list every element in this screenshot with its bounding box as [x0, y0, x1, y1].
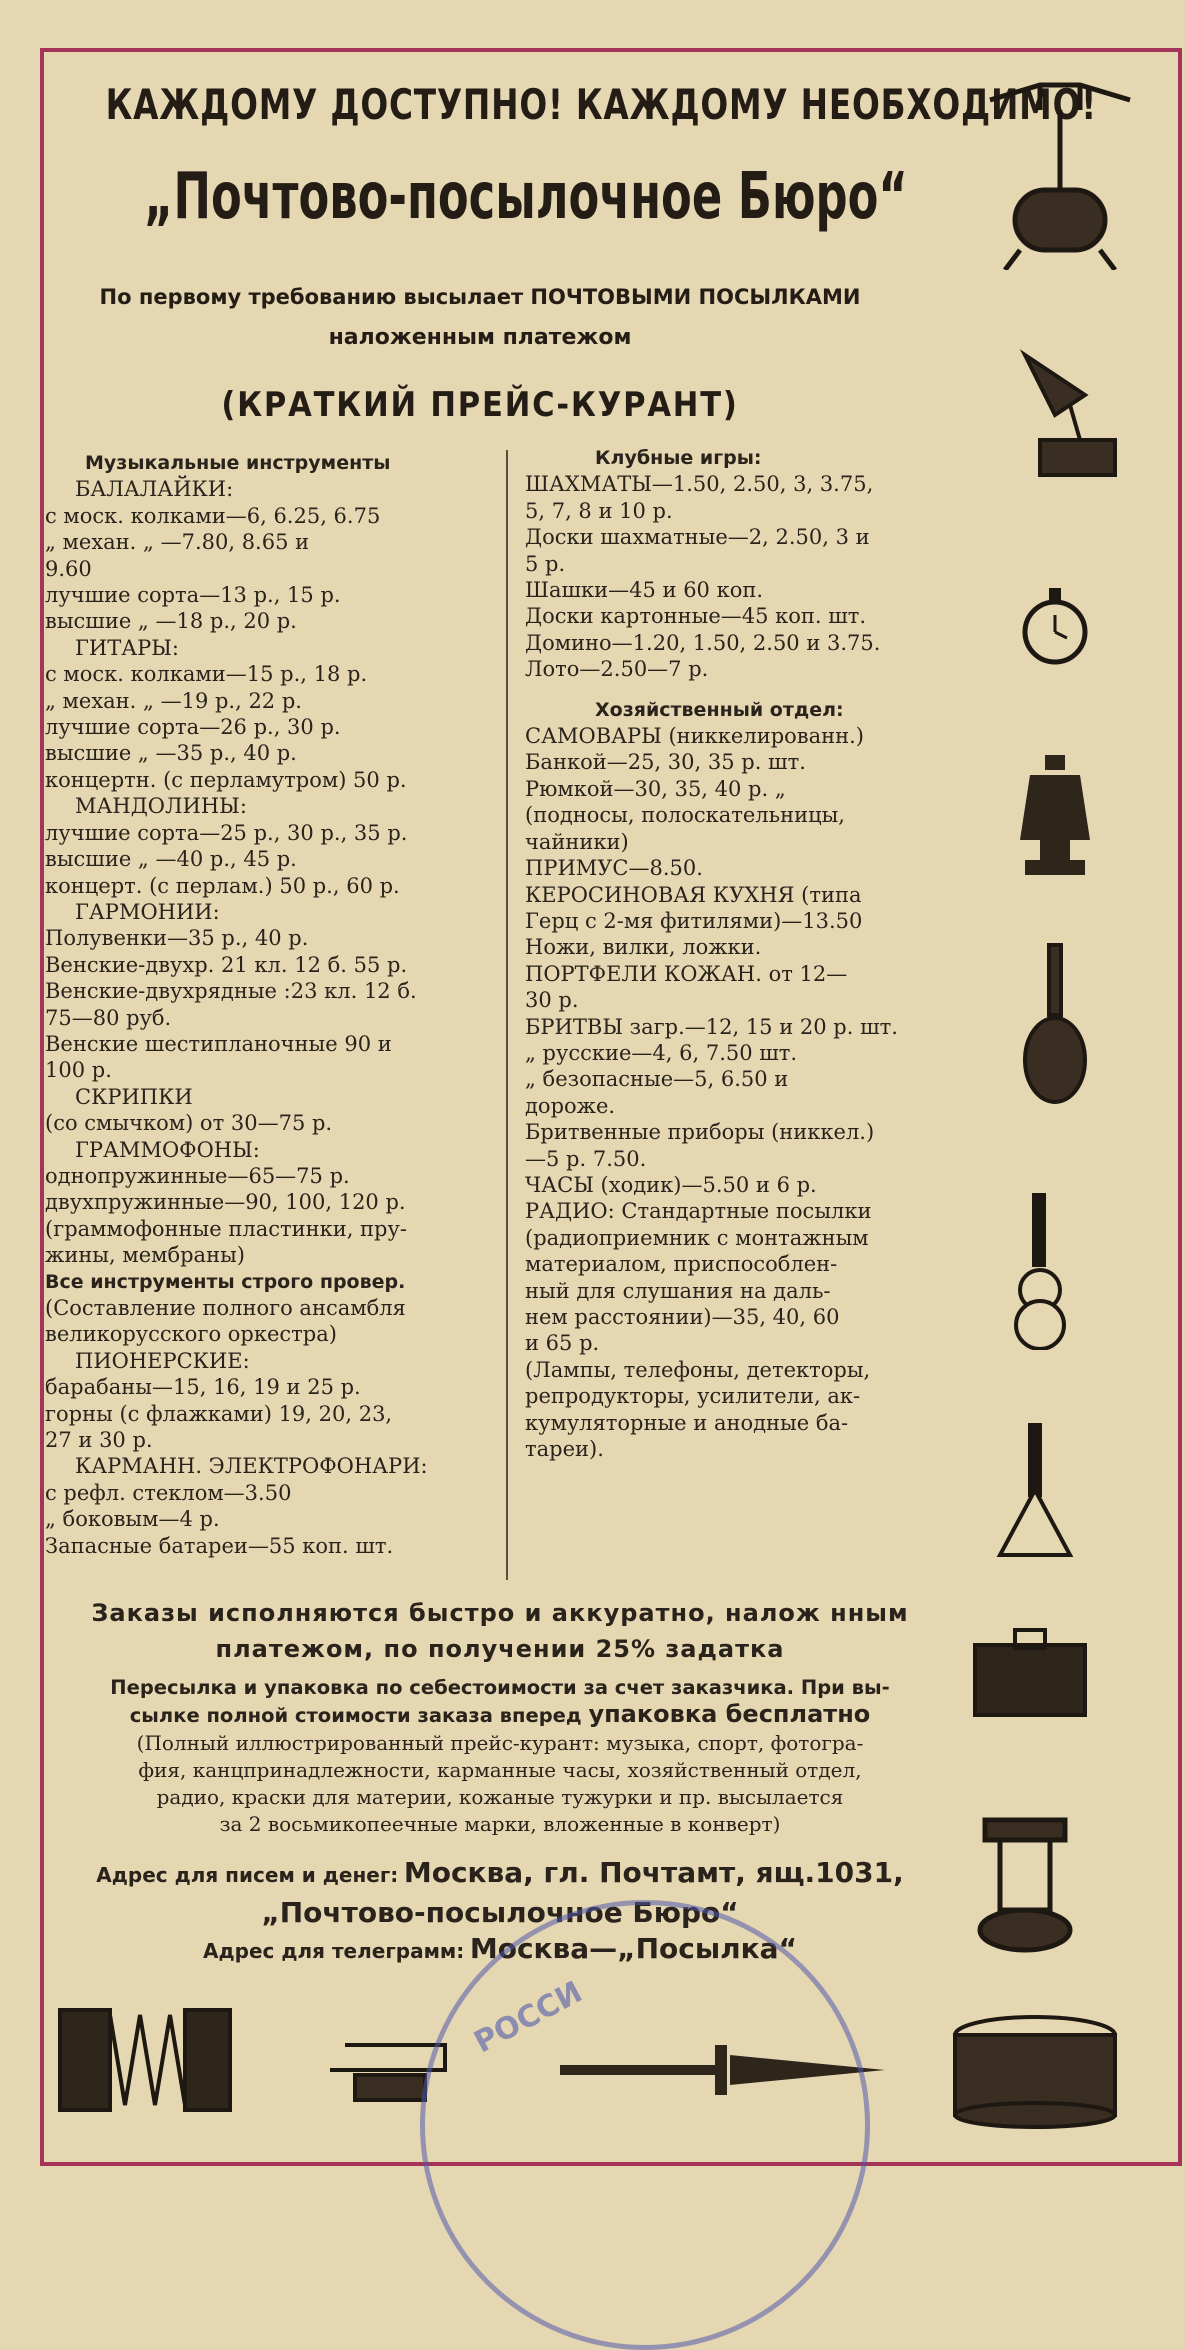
left_column.lines-line: концертн. (с перламутром) 50 р. [45, 767, 407, 792]
right_column.lines2-line: ПОРТФЕЛИ КОЖАН. от 12— [525, 961, 848, 986]
address-value: Москва, гл. Почтамт, ящ.1031, [403, 1856, 904, 1889]
right_column.lines1-line: ШАХМАТЫ—1.50, 2.50, 3, 3.75, [525, 472, 874, 497]
left_column.lines-line: Все инструменты строго провер. [45, 1270, 406, 1293]
drum-icon [950, 2010, 1120, 2130]
column-divider [506, 450, 508, 1580]
orders-note [30, 1595, 970, 1667]
shipping-line-1: Пересылка и упаковка по себестоимости за счет заказчика. При вы- [110, 1676, 890, 1699]
pocket-watch-icon [1015, 580, 1095, 670]
right_column.lines2-line: дороже. [525, 1093, 616, 1118]
right_column.lines2-line: Ножи, вилки, ложки. [525, 935, 762, 960]
samovar-icon [1010, 750, 1100, 890]
left_column.lines-line: СКРИПКИ [75, 1084, 193, 1109]
subtitle-line-2: наложенным платежом [328, 325, 632, 350]
left_column.lines-line: лучшие сорта—13 р., 15 р. [45, 583, 341, 608]
left_column.lines-line: с рефл. стеклом—3.50 [45, 1480, 292, 1505]
subtitle-line-1: По первому требованию высылает ПОЧТОВЫМИ ПОСЫЛКАМИ [99, 285, 861, 309]
mandolin-icon [1015, 940, 1095, 1110]
orders-line-2: платежом, по получении 25% задатка [215, 1635, 785, 1663]
right_column.lines1-line: 5 р. [525, 551, 566, 576]
left_column.lines-line: концерт. (с перлам.) 50 р., 60 р. [45, 873, 400, 898]
right_column.lines2-line: чайники) [525, 829, 629, 854]
right_column.lines2-line: материалом, приспособлен- [525, 1252, 838, 1277]
ad-title: „Почтово-посылочное Бюро“ [144, 160, 908, 234]
right_column.lines2-line: САМОВАРЫ (никкелированн.) [525, 724, 864, 749]
accordion-icon [50, 1990, 240, 2130]
left_column.lines-line: Венские шестипланочные 90 и [45, 1031, 392, 1056]
left_column.lines-line: лучшие сорта—26 р., 30 р. [45, 715, 341, 740]
left_column.lines-line: (со смычком) от 30—75 р. [45, 1111, 333, 1136]
left_column.lines-line: „ механ. „ —19 р., 22 р. [45, 688, 302, 713]
club-games-lines [525, 471, 965, 682]
right_column.lines2-line: „ русские—4, 6, 7.50 шт. [525, 1040, 798, 1065]
right_column.lines1-line: 5, 7, 8 и 10 р. [525, 498, 673, 523]
left_column.lines-line: Венские-двухрядные :23 кл. 12 б. [45, 979, 417, 1004]
right_column.lines2-line: ный для слушания на даль- [525, 1278, 831, 1303]
left_column.lines-line: БАЛАЛАЙКИ: [75, 477, 234, 502]
shipping-note [30, 1675, 970, 1729]
right_column.lines2-line: Бритвенные приборы (никкел.) [525, 1120, 875, 1145]
right_column.lines1-line: Домино—1.20, 1.50, 2.50 и 3.75. [525, 630, 881, 655]
left_column.lines-line: „ механ. „ —7.80, 8.65 и [45, 530, 310, 555]
right_column.lines1-line: Доски шахматные—2, 2.50, 3 и [525, 525, 870, 550]
right_column.lines2-line: —5 р. 7.50. [525, 1146, 647, 1171]
right_column.lines2-line: КЕРОСИНОВАЯ КУХНЯ (типа [525, 882, 862, 907]
left_column.lines-line: ГИТАРЫ: [75, 635, 179, 660]
kerosene-stove-icon [970, 1815, 1080, 1955]
guitar-icon [1000, 1190, 1080, 1350]
left_column.lines-line: двухпружинные—90, 100, 120 р. [45, 1190, 406, 1215]
left_column.lines-line: (граммофонные пластинки, пру- [45, 1216, 407, 1241]
right_column.lines2-line: (радиоприемник с монтажным [525, 1225, 869, 1250]
telegram-value: Москва—„Посылка“ [469, 1932, 797, 1965]
stamp-lettering: РОССИ [468, 1974, 589, 2061]
left_column.lines-line: КАРМАНН. ЭЛЕКТРОФОНАРИ: [75, 1454, 428, 1479]
right_column.lines1-line: Шашки—45 и 60 коп. [525, 578, 764, 603]
left_column.lines-line: МАНДОЛИНЫ: [75, 794, 247, 819]
telegram-label: Адрес для телеграмм: [203, 1939, 465, 1963]
right_column.lines1-line: Доски картонные—45 коп. шт. [525, 604, 867, 629]
left_column.lines-line: с моск. колками—6, 6.25, 6.75 [45, 503, 381, 528]
left-column [45, 450, 495, 1559]
balalaika-icon [995, 1420, 1075, 1560]
left_column.lines-line: 9.60 [45, 556, 92, 581]
left_column.lines-line: лучшие сорта—25 р., 30 р., 35 р. [45, 820, 408, 845]
right_column.lines2-line: ПРИМУС—8.50. [525, 856, 703, 881]
right_column.lines2-line: кумуляторные и анодные ба- [525, 1410, 849, 1435]
right_column.lines1-line: Лото—2.50—7 р. [525, 657, 709, 682]
right_column.lines2-line: Рюмкой—30, 35, 40 р. „ [525, 776, 786, 801]
left-column-lines [45, 476, 495, 1559]
left_column.lines-line: 100 р. [45, 1058, 112, 1083]
left_column.lines-line: Венские-двухр. 21 кл. 12 б. 55 р. [45, 952, 408, 977]
left_column.lines-line: барабаны—15, 16, 19 и 25 р. [45, 1375, 361, 1400]
catalog-line-2: фия, канцпринадлежности, карманные часы, хозяйственный отдел, [138, 1758, 862, 1782]
left_column.lines-line: жины, мембраны) [45, 1243, 245, 1268]
briefcase-icon [970, 1625, 1090, 1720]
left_column.lines-line: ПИОНЕРСКИЕ: [75, 1348, 250, 1373]
right_column.lines2-line: ЧАСЫ (ходик)—5.50 и 6 р. [525, 1172, 817, 1197]
left_column.lines-line: великорусского оркестра) [45, 1322, 337, 1347]
left_column.lines-line: горны (с флажками) 19, 20, 23, [45, 1401, 393, 1426]
right_column.lines2-line: (подносы, полоскательницы, [525, 803, 845, 828]
right_column.lines2-line: тареи). [525, 1437, 604, 1462]
left_column.lines-line: высшие „ —40 р., 45 р. [45, 847, 297, 872]
left_column.lines-line: 75—80 руб. [45, 1005, 172, 1030]
postal-stamp-mark [420, 1900, 870, 2350]
shipping-line-2: сылке полной стоимости заказа вперед [129, 1704, 582, 1727]
orders-line-1: Заказы исполняются быстро и аккуратно, налож нным [91, 1599, 909, 1627]
right_column.lines2-line: 30 р. [525, 988, 579, 1013]
household-lines [525, 723, 965, 1462]
right_column.lines2-line: и 65 р. [525, 1331, 600, 1356]
right_column.lines2-line: БРИТВЫ загр.—12, 15 и 20 р. шт. [525, 1014, 898, 1039]
right_column.lines2-line: (Лампы, телефоны, детекторы, [525, 1357, 871, 1382]
address-name: „Почтово-посылочное Бюро“ [261, 1896, 739, 1929]
catalog-line-3: радио, краски для материи, кожаные тужурки и пр. высылается [156, 1785, 844, 1809]
left_column.lines-line: высшие „ —35 р., 40 р. [45, 741, 297, 766]
right_column.lines2-line: репродукторы, усилители, ак- [525, 1384, 861, 1409]
right_column.lines2-line: нем расстоянии)—35, 40, 60 [525, 1305, 840, 1329]
right_column.lines2-line: Герц с 2-мя фитилями)—13.50 [525, 908, 863, 933]
right-column [525, 445, 965, 1462]
left_column.lines-line: однопружинные—65—75 р. [45, 1163, 350, 1188]
free-packing: упаковка бесплатно [588, 1700, 871, 1728]
left_column.lines-line: (Составление полного ансамбля [45, 1296, 406, 1320]
full-catalog-note [30, 1730, 970, 1838]
left_column.lines-line: ГАРМОНИИ: [75, 899, 220, 924]
price-list-heading: (КРАТКИЙ ПРЕЙС-КУРАНТ) [221, 385, 739, 425]
address-label: Адрес для писем и денег: [96, 1863, 399, 1887]
right_column.lines2-line: „ безопасные—5, 6.50 и [525, 1067, 789, 1092]
left_column.lines-line: высшие „ —18 р., 20 р. [45, 609, 297, 634]
right_column.lines2-line: Банкой—25, 30, 35 р. шт. [525, 750, 806, 775]
right_column.lines2-line: РАДИО: Стандартные посылки [525, 1199, 872, 1224]
left_column.lines-line: с моск. колками—15 р., 18 р. [45, 662, 368, 687]
left_column.lines-line: Полувенки—35 р., 40 р. [45, 926, 309, 951]
primus-stove-icon [980, 70, 1140, 270]
section-heading-music: Музыкальные инструменты [85, 452, 391, 474]
left_column.lines-line: 27 и 30 р. [45, 1428, 153, 1453]
catalog-line-1: (Полный иллюстрированный прейс-курант: музыка, спорт, фотогра- [136, 1731, 864, 1755]
left_column.lines-line: Запасные батареи—55 коп. шт. [45, 1533, 394, 1558]
section-heading-club-games: Клубные игры: [595, 447, 762, 469]
section-heading-household: Хозяйственный отдел: [595, 698, 844, 721]
slogan: КАЖДОМУ ДОСТУПНО! КАЖДОМУ НЕОБХОДИМО! [105, 80, 1097, 129]
catalog-line-4: за 2 восьмикопеечные марки, вложенные в конверт) [219, 1812, 781, 1836]
gramophone-icon [1015, 345, 1125, 485]
left_column.lines-line: „ боковым—4 р. [45, 1507, 220, 1532]
left_column.lines-line: ГРАММОФОНЫ: [75, 1137, 260, 1162]
